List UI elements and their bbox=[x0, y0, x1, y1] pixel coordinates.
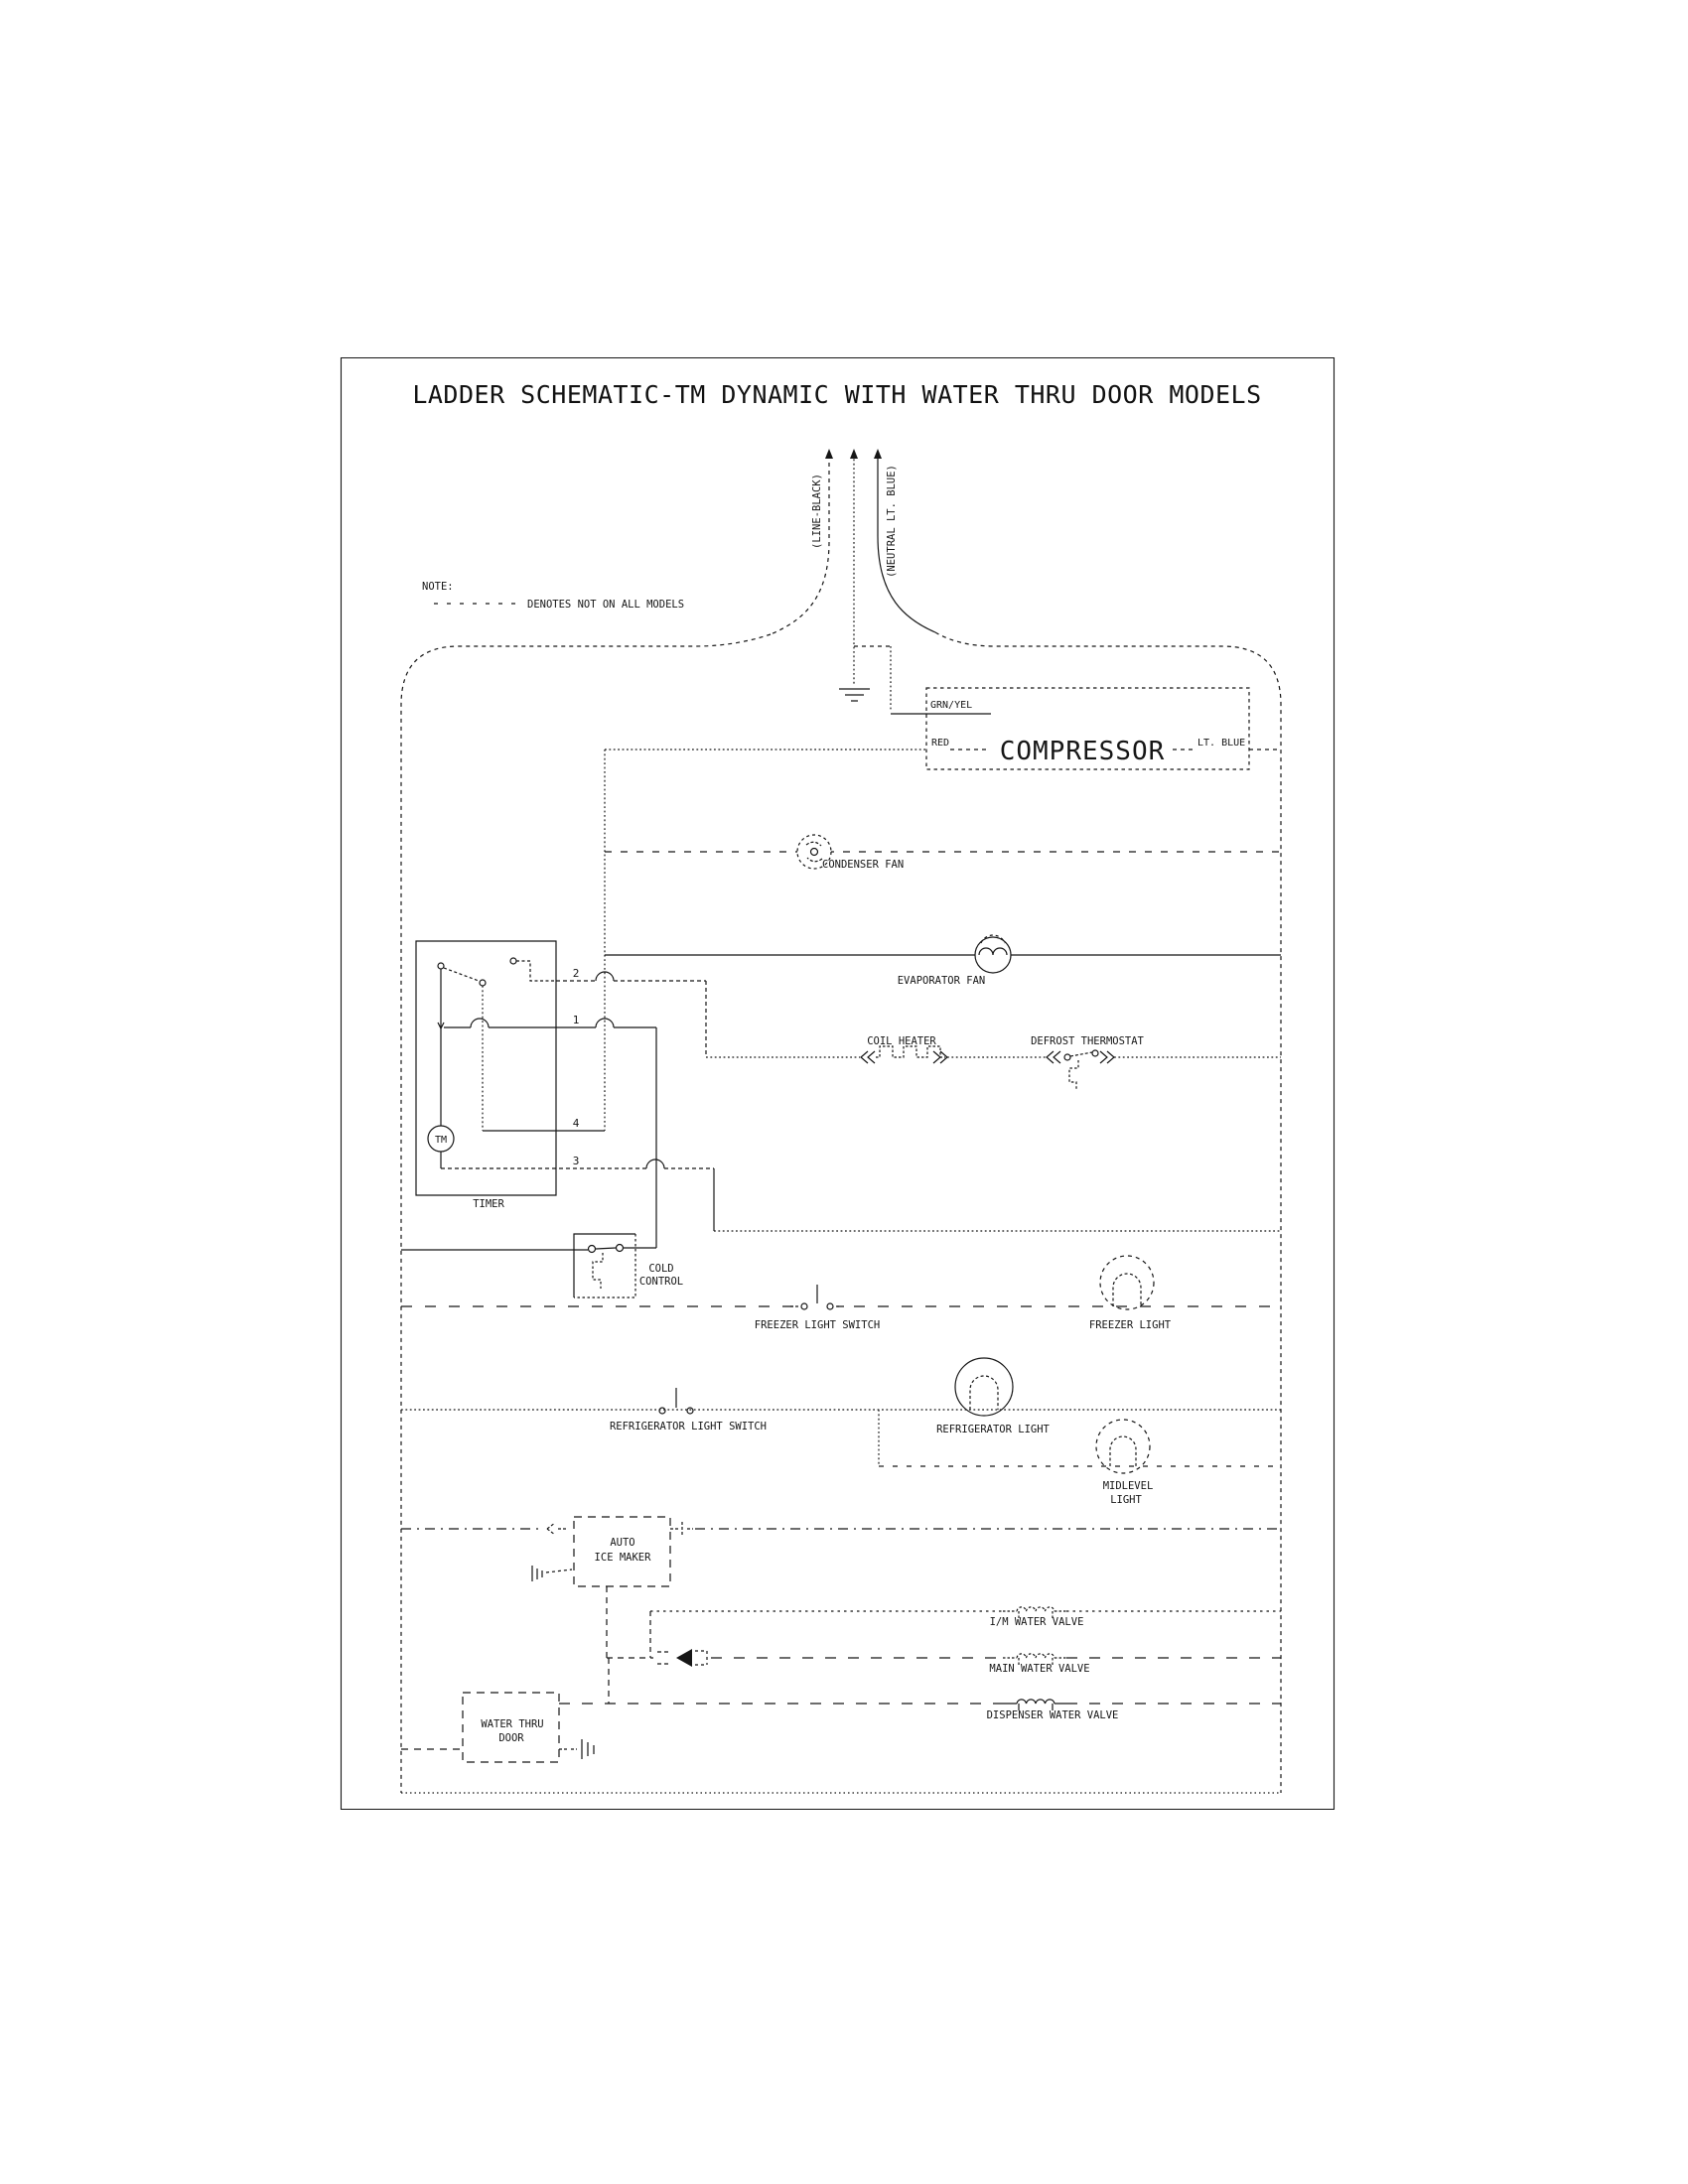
timer-label: TIMER bbox=[473, 1198, 504, 1210]
right-rail bbox=[935, 632, 1281, 1793]
icemaker-connector-right-icon bbox=[670, 1522, 693, 1536]
timer-contact-common bbox=[438, 963, 444, 969]
cold-control-label-1: COLD bbox=[648, 1263, 674, 1275]
terminal1-rung bbox=[444, 1019, 656, 1248]
terminal-1: 1 bbox=[572, 1014, 580, 1026]
timer-switch-blade bbox=[444, 968, 479, 981]
defrost-heater-rung bbox=[706, 1035, 1281, 1091]
red-label: RED bbox=[931, 738, 950, 749]
water-thru-door-label-2: DOOR bbox=[498, 1732, 524, 1744]
refrigerator-light-switch-label: REFRIGERATOR LIGHT SWITCH bbox=[609, 1421, 768, 1433]
earth-ground-icon bbox=[839, 689, 870, 701]
midlevel-light-filament bbox=[1110, 1436, 1136, 1466]
line-black-label: (LINE-BLACK) bbox=[811, 474, 823, 549]
red-feed-wire bbox=[605, 750, 926, 1131]
grnyel-label: GRN/YEL bbox=[930, 700, 973, 711]
refrig-switch-contact-b bbox=[687, 1408, 693, 1414]
left-rail bbox=[401, 634, 771, 1793]
refrigerator-light-filament bbox=[970, 1376, 998, 1410]
main-valve-connector-socket bbox=[695, 1651, 707, 1665]
thermostat-connector-left-icon bbox=[1047, 1051, 1060, 1063]
thermostat-contact-a bbox=[1064, 1054, 1070, 1060]
timer-contact-aux bbox=[510, 958, 516, 964]
timer-motor-label: TM bbox=[434, 1135, 448, 1146]
defrost-timer bbox=[416, 941, 605, 1210]
freezer-light-filament bbox=[1113, 1274, 1141, 1306]
refrig-switch-contact-a bbox=[659, 1408, 665, 1414]
refrigerator-light-rung bbox=[401, 1358, 1281, 1506]
refrigerator-light-label: REFRIGERATOR LIGHT bbox=[936, 1424, 1050, 1435]
condenser-fan-label: CONDENSER FAN bbox=[822, 859, 905, 871]
timer-contact-2 bbox=[480, 980, 486, 986]
midlevel-light-label-1: MIDLEVEL bbox=[1102, 1480, 1154, 1492]
terminal-3: 3 bbox=[572, 1155, 580, 1167]
compressor-label: COMPRESSOR bbox=[999, 737, 1166, 766]
t1-wire-c bbox=[614, 1027, 656, 1248]
main-valve-connector-bracket bbox=[657, 1652, 671, 1664]
evaporator-fan-label: EVAPORATOR FAN bbox=[897, 975, 986, 987]
cold-control-blade bbox=[596, 1248, 616, 1249]
coil-heater-label: COIL HEATER bbox=[867, 1035, 936, 1047]
t3-hop bbox=[646, 1160, 664, 1168]
note-legend bbox=[422, 581, 684, 611]
thermostat-capillary bbox=[1069, 1060, 1078, 1091]
icemaker-ground-icon bbox=[532, 1566, 542, 1581]
cold-control-contact-a bbox=[589, 1246, 596, 1253]
auto-ice-maker-label-2: ICE MAKER bbox=[594, 1552, 651, 1564]
evaporator-fan-rung bbox=[605, 935, 1281, 987]
heater-connector-left-icon bbox=[861, 1051, 875, 1063]
midlevel-light-icon bbox=[1096, 1420, 1150, 1473]
compressor bbox=[891, 688, 1281, 769]
freezer-light-rung bbox=[401, 1256, 1281, 1331]
freezer-light-switch-label: FREEZER LIGHT SWITCH bbox=[754, 1319, 881, 1331]
freezer-light-label: FREEZER LIGHT bbox=[1088, 1319, 1172, 1331]
thermostat-blade bbox=[1070, 1052, 1092, 1056]
freezer-light-icon bbox=[1100, 1256, 1154, 1309]
cold-control-contact-b bbox=[617, 1245, 624, 1252]
ltblue-label: LT. BLUE bbox=[1197, 738, 1246, 749]
condenser-fan-rung bbox=[605, 835, 1281, 871]
terminal-4: 4 bbox=[572, 1117, 580, 1130]
water-valves bbox=[559, 1607, 1281, 1721]
supply-arrows bbox=[825, 449, 882, 459]
wtd-ground-icon bbox=[582, 1739, 594, 1759]
main-water-valve-label: MAIN WATER VALVE bbox=[989, 1663, 1090, 1675]
terminal3-rung bbox=[441, 1160, 1281, 1231]
terminal-2: 2 bbox=[572, 967, 580, 980]
neutral-label: (NEUTRAL LT. BLUE) bbox=[886, 465, 898, 578]
page-border bbox=[342, 358, 1335, 1810]
ice-maker-rung bbox=[401, 1517, 1281, 1658]
schematic-title: LADDER SCHEMATIC-TM DYNAMIC WITH WATER THRU DOOR MODELS bbox=[412, 380, 1262, 409]
midlevel-light-label-2: LIGHT bbox=[1110, 1494, 1142, 1506]
icemaker-ground-lead bbox=[546, 1570, 572, 1572]
thermostat-contact-b bbox=[1092, 1050, 1098, 1056]
supply-lines bbox=[401, 449, 1281, 1793]
note-text: DENOTES NOT ON ALL MODELS bbox=[527, 599, 685, 611]
timer-jog-2 bbox=[516, 961, 556, 981]
water-thru-door-label-1: WATER THRU bbox=[481, 1718, 544, 1730]
im-water-valve-label: I/M WATER VALVE bbox=[989, 1616, 1084, 1628]
dispenser-water-valve-label: DISPENSER WATER VALVE bbox=[986, 1709, 1119, 1721]
timer-box bbox=[416, 941, 556, 1195]
main-valve-connector-icon bbox=[676, 1649, 692, 1667]
cold-control-label-2: CONTROL bbox=[638, 1276, 684, 1288]
cold-control-capillary bbox=[593, 1253, 603, 1289]
cold-control bbox=[401, 1234, 683, 1297]
t1-hop-a bbox=[471, 1019, 489, 1027]
refrigerator-light-icon bbox=[955, 1358, 1013, 1416]
thermostat-connector-right-icon bbox=[1100, 1051, 1114, 1063]
cold-control-box-solid bbox=[574, 1234, 635, 1297]
auto-ice-maker-label-1: AUTO bbox=[610, 1537, 635, 1549]
defrost-thermostat-label: DEFROST THERMOSTAT bbox=[1031, 1035, 1144, 1047]
cold-control-box-dashed bbox=[574, 1234, 635, 1297]
t2-wire-b bbox=[614, 981, 706, 1057]
note-label: NOTE: bbox=[422, 581, 454, 593]
icemaker-connector-left-icon bbox=[547, 1523, 568, 1535]
